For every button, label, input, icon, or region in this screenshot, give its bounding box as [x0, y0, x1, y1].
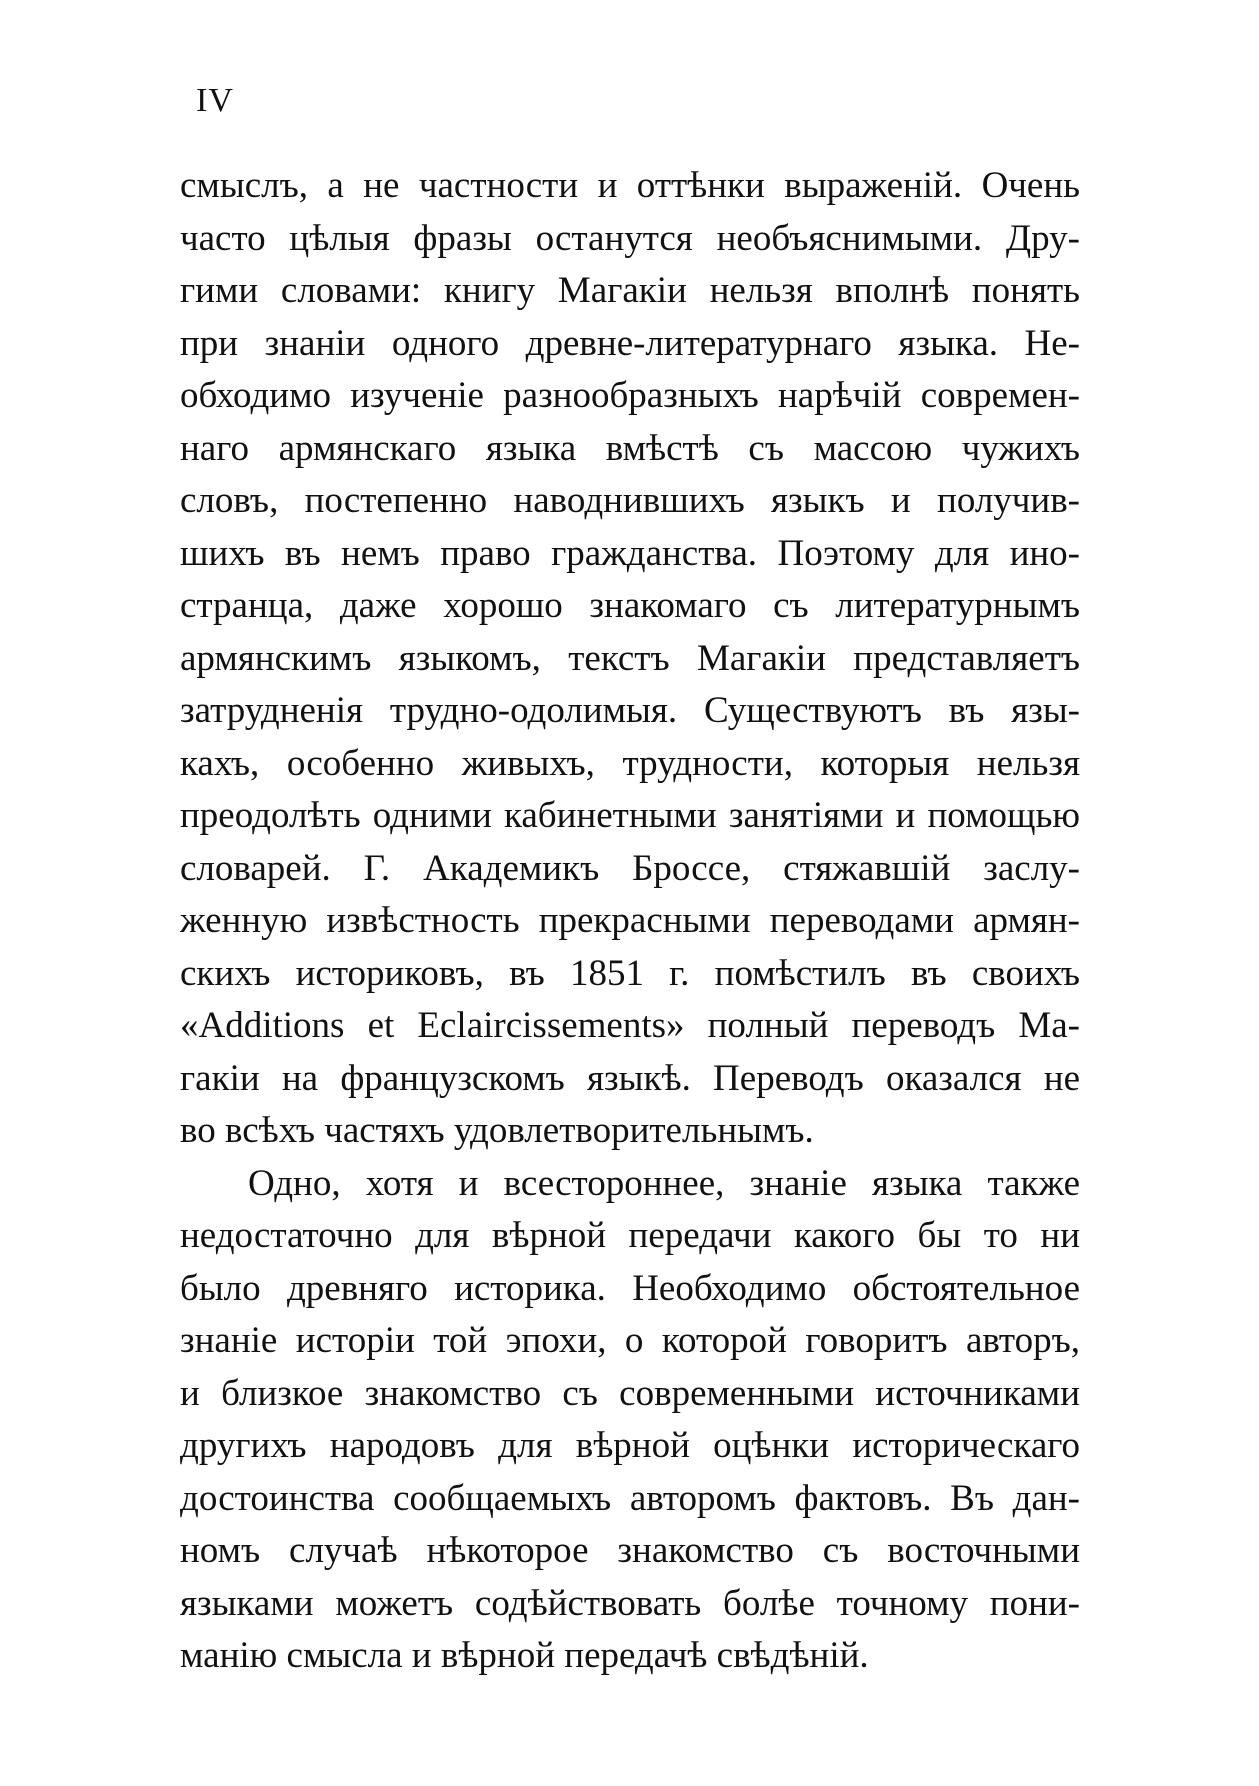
text-line: номъ случаѣ нѣкоторое знакомство съ восточными	[180, 1530, 1080, 1571]
paragraph-2	[180, 1158, 1080, 1683]
text-line: странца, даже хорошо знакомаго съ литературнымъ	[180, 585, 1080, 626]
text-line: недостаточно для вѣрной передачи какого бы то ни	[180, 1215, 1080, 1256]
text-line: Одно, хотя и всестороннее, знаніе языка также	[248, 1162, 1080, 1204]
text-line: наго армянскаго языка вмѣстѣ съ массою чужихъ	[180, 427, 1080, 469]
text-line: манію смысла и вѣрной передачѣ свѣдѣній.	[180, 1635, 869, 1676]
text-line: и близкое знакомство съ современными источниками	[180, 1372, 1080, 1414]
text-line: словарей. Г. Академикъ Броссе, стяжавшій заслу-	[180, 847, 1080, 889]
text-line: при знаніи одного древне-литературнаго языка. Не-	[180, 322, 1080, 364]
text-line: достоинства сообщаемыхъ авторомъ фактовъ. Въ дан-	[180, 1477, 1080, 1519]
text-line: армянскимъ языкомъ, текстъ Магакіи представляетъ	[180, 637, 1080, 679]
page-number: IV	[196, 82, 234, 119]
text-line: гакіи на французскомъ языкѣ. Переводъ оказался не	[180, 1057, 1080, 1099]
text-line: «Additions et Eclaircissements» полный переводъ Ма-	[180, 1005, 1080, 1046]
body-text	[180, 160, 1080, 1683]
paragraph-1	[180, 160, 1080, 1158]
text-line: было древняго историка. Необходимо обстоятельное	[180, 1267, 1080, 1309]
text-line: шихъ въ немъ право гражданства. Поэтому для ино-	[180, 532, 1080, 574]
text-line: знаніе исторіи той эпохи, о которой говоритъ авторъ,	[180, 1320, 1080, 1361]
text-line: преодолѣть одними кабинетными занятіями и помощью	[180, 795, 1080, 836]
text-line: женную извѣстность прекрасными переводами армян-	[180, 900, 1080, 941]
text-line: языками можетъ содѣйствовать болѣе точному пони-	[180, 1582, 1080, 1624]
text-line: часто цѣлыя фразы останутся необъяснимыми. Дру-	[180, 217, 1080, 259]
text-line: кахъ, особенно живыхъ, трудности, которыя нельзя	[180, 742, 1080, 784]
text-line: смыслъ, а не частности и оттѣнки выраженій. Очень	[180, 165, 1080, 206]
text-line: скихъ историковъ, въ 1851 г. помѣстилъ въ своихъ	[180, 952, 1080, 994]
text-line: гими словами: книгу Магакіи нельзя вполнѣ понять	[180, 270, 1080, 311]
text-line: затрудненія трудно-одолимыя. Существуютъ въ язы-	[180, 690, 1080, 731]
text-line: другихъ народовъ для вѣрной оцѣнки историческаго	[180, 1425, 1080, 1466]
text-line: словъ, постепенно наводнившихъ языкъ и получив-	[180, 480, 1080, 521]
text-line: обходимо изученіе разнообразныхъ нарѣчій современ-	[180, 375, 1080, 416]
text-line: во всѣхъ частяхъ удовлетворительнымъ.	[180, 1110, 814, 1151]
